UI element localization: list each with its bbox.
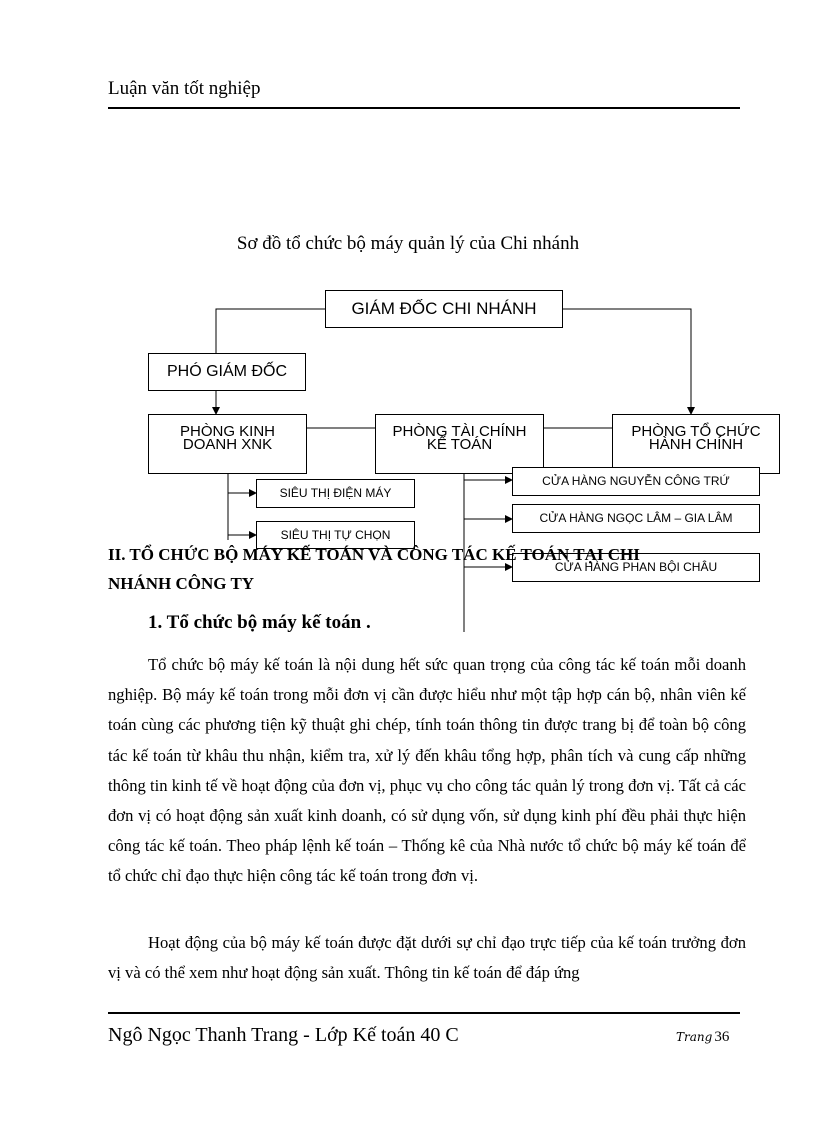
page-number-value: 36 bbox=[714, 1029, 730, 1045]
business-dept-line1: PHÒNG KINH bbox=[179, 423, 275, 440]
footer-author: Ngô Ngọc Thanh Trang - Lớp Kế toán 40 C bbox=[108, 1024, 459, 1046]
business-dept-box bbox=[148, 414, 307, 474]
admin-dept-box bbox=[612, 414, 780, 474]
store-ngoc-lam-box: CỬA HÀNG NGỌC LÂM – GIA LÂM bbox=[512, 504, 760, 533]
business-dept-line2: DOANH XNK bbox=[182, 436, 273, 453]
footer-rule bbox=[108, 1012, 740, 1014]
body-paragraph-2: Hoạt động của bộ máy kế toán được đặt dưới sự chỉ đạo trực tiếp của kế toán trưởng đơn vị và có thể xem như hoạt động sản xuất. Thông tin kế toán để đáp ứng bbox=[108, 933, 746, 983]
subsection-heading: 1. Tổ chức bộ máy kế toán . bbox=[148, 612, 371, 633]
admin-dept-line1: PHÒNG TỔ CHỨC bbox=[631, 423, 761, 440]
finance-dept-line2: KẾ TOÁN bbox=[426, 436, 493, 453]
deputy-director-box: PHÓ GIÁM ĐỐC bbox=[148, 353, 306, 391]
section-heading-line2: NHÁNH CÔNG TY bbox=[108, 574, 255, 593]
store-nguyen-cong-tru-box: CỬA HÀNG NGUYỄN CÔNG TRỨ bbox=[512, 467, 760, 496]
page-number bbox=[676, 1029, 729, 1046]
body-paragraph-1: Tổ chức bộ máy kế toán là nội dung hết sức quan trọng của công tác kế toán mỗi doanh nghiệp. Bộ máy kế toán trong mỗi đơn vị cần được hiểu như một tập hợp cán bộ, nhân viên kế toán cùng các phương tiện kỹ thuật ghi chép, tính toán thông tin được trang bị để toàn bộ công tác kế toán từ khâu thu nhận, kiểm tra, xử lý đến khâu tổng hợp, phân tích và cung cấp những thông tin kinh tế về hoạt động của đơn vị, phục vụ cho công tác quản lý trong đơn vị. Tất cả các đơn vị có hoạt động sản xuất kinh doanh, có sử dụng vốn, sử dụng kinh phí đều phải thực hiện công tác kế toán. Theo pháp lệnh kế toán – Thống kê của Nhà nước tổ chức bộ máy kế toán để tổ chức chỉ đạo thực hiện công tác kế toán trong đơn vị. bbox=[108, 655, 746, 886]
store-phan-boi-chau-box: CỬA HÀNG PHAN BỘI CHÂU bbox=[512, 553, 760, 582]
admin-dept-line2: HÀNH CHÍNH bbox=[648, 436, 744, 453]
finance-dept-box bbox=[375, 414, 544, 474]
director-to-admin-line bbox=[563, 309, 691, 414]
section-heading-line1: II. TỔ CHỨC BỘ MÁY KẾ TOÁN VÀ CÔNG TÁC KẾ TOÁN TẠI CHI bbox=[108, 545, 640, 564]
self-service-supermarket-box: SIÊU THỊ TỰ CHỌN bbox=[256, 521, 415, 549]
page-label: Trang bbox=[676, 1030, 713, 1044]
electronics-supermarket-box: SIÊU THỊ ĐIỆN MÁY bbox=[256, 479, 415, 508]
director-box: GIÁM ĐỐC CHI NHÁNH bbox=[325, 290, 563, 328]
finance-dept-line1: PHÒNG TÀI CHÍNH bbox=[392, 423, 527, 440]
page-header-title: Luận văn tốt nghiệp bbox=[108, 78, 261, 99]
diagram-caption: Sơ đồ tổ chức bộ máy quản lý của Chi nhánh bbox=[236, 233, 580, 254]
